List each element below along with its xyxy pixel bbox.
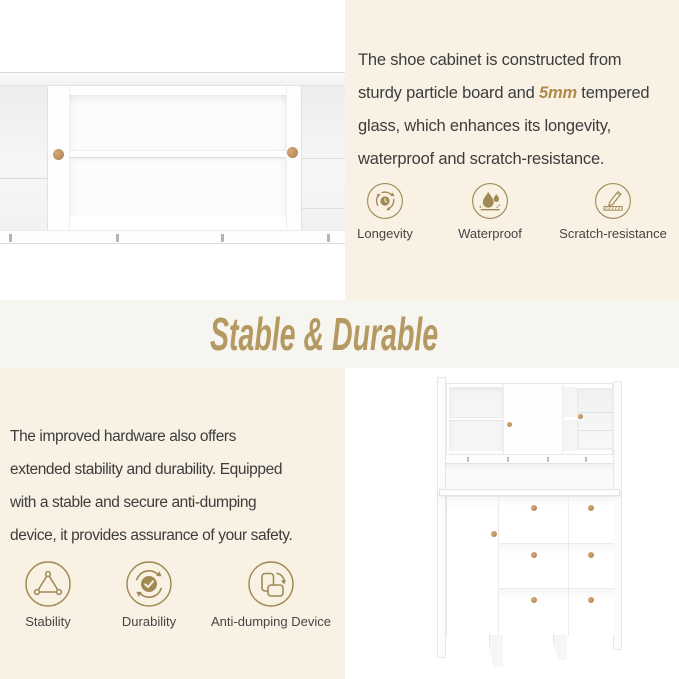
cabinet-right-post: [613, 381, 622, 650]
durability-icon: [125, 560, 173, 608]
flip-drawer: [569, 544, 614, 589]
drawer-knob: [588, 552, 594, 558]
feature-label: Waterproof: [458, 226, 522, 241]
tall-door-knob: [491, 531, 497, 537]
feature-waterproof: [435, 182, 545, 241]
cabinet-hook-rail: [446, 455, 613, 464]
paragraph-line: with a stable and secure anti-dumping: [10, 494, 257, 511]
coat-hook: [9, 234, 12, 242]
feature-stability: [0, 560, 96, 629]
coat-hook: [221, 234, 224, 242]
scratch-resistance-icon: [594, 182, 632, 220]
drawer-knob: [531, 597, 537, 603]
paragraph-line: extended stability and durability. Equipped: [10, 461, 283, 478]
wood-knob-right: [287, 147, 298, 158]
section-banner: [0, 300, 679, 368]
paragraph-line: The improved hardware also offers: [10, 428, 237, 445]
lower-tall-door: [447, 497, 499, 636]
material-features: [345, 182, 679, 241]
cabinet-hook: [547, 457, 549, 462]
cubby-shelf: [449, 417, 503, 421]
hardware-panel: [0, 368, 345, 679]
longevity-icon: [366, 182, 404, 220]
cabinet-hook: [507, 457, 509, 462]
hutch-sliding-door: [503, 384, 563, 454]
coat-hook: [327, 234, 330, 242]
glass-door-knob: [578, 414, 583, 419]
paragraph-line: tempered: [576, 84, 650, 102]
stability-features: [0, 560, 345, 629]
hutch-right-glass-door: [301, 86, 345, 230]
paragraph-line: sturdy particle board and: [358, 84, 539, 102]
anti-dumping-icon: [247, 560, 295, 608]
feature-label: Longevity: [357, 226, 413, 241]
cabinet-left-post: [437, 377, 446, 658]
flip-drawer: [499, 544, 568, 589]
hutch-bottom-rail: [0, 230, 345, 244]
drawer-knob: [588, 597, 594, 603]
feature-label: Scratch-resistance: [559, 226, 667, 241]
paragraph-line: device, it provides assurance of your safety.: [10, 527, 293, 544]
cabinet-hutch: [446, 383, 613, 455]
sliding-door-knob: [507, 422, 512, 427]
cabinet-counter-top: [439, 489, 620, 496]
drawer-knob: [531, 552, 537, 558]
construction-panel: [345, 0, 679, 300]
cabinet-foot: [489, 635, 503, 667]
glass-shelf-line: [579, 412, 612, 413]
construction-paragraph: [358, 44, 679, 176]
feature-longevity: [345, 182, 425, 241]
feature-scratch-resistance: [549, 182, 677, 241]
full-cabinet-photo: [345, 368, 679, 679]
hutch-closeup-photo: [0, 0, 345, 300]
shoe-cabinet: [437, 377, 622, 670]
thickness-highlight: 5mm: [539, 84, 577, 102]
cabinet-hook: [467, 457, 469, 462]
hutch-top-surface: [0, 72, 345, 86]
feature-label: Stability: [25, 614, 71, 629]
cabinet-open-gap: [446, 464, 613, 489]
coat-hook: [116, 234, 119, 242]
banner-title: Stable & Durable: [210, 308, 439, 360]
feature-anti-dumping: [201, 560, 341, 629]
slot-shelf: [563, 417, 577, 420]
feature-label: Anti-dumping Device: [211, 614, 331, 629]
drawer-knob: [588, 505, 594, 511]
middle-drawer-column: [499, 497, 569, 636]
feature-durability: [99, 560, 199, 629]
paragraph-line: The shoe cabinet is constructed from: [358, 51, 622, 69]
glass-shelf-line: [579, 430, 612, 431]
wood-knob-left: [53, 149, 64, 160]
feature-label: Durability: [121, 614, 177, 629]
hutch-left-glass-door: [0, 86, 48, 230]
right-drawer-column: [569, 497, 614, 636]
paragraph-line: glass, which enhances its longevity,: [358, 117, 611, 135]
cabinet-foot: [553, 635, 567, 660]
hardware-paragraph: [10, 420, 345, 552]
hutch-right-door-frame: [286, 86, 301, 230]
hutch-glass-door: [577, 388, 614, 450]
hutch-middle-shelf: [70, 150, 286, 158]
cabinet-lower-section: [446, 496, 613, 635]
drawer-knob: [531, 505, 537, 511]
bottom-row: [0, 368, 679, 679]
paragraph-line: waterproof and scratch-resistance.: [358, 150, 605, 168]
top-row: [0, 0, 679, 300]
cabinet-hook: [585, 457, 587, 462]
stability-icon: [24, 560, 72, 608]
waterproof-icon: [471, 182, 509, 220]
